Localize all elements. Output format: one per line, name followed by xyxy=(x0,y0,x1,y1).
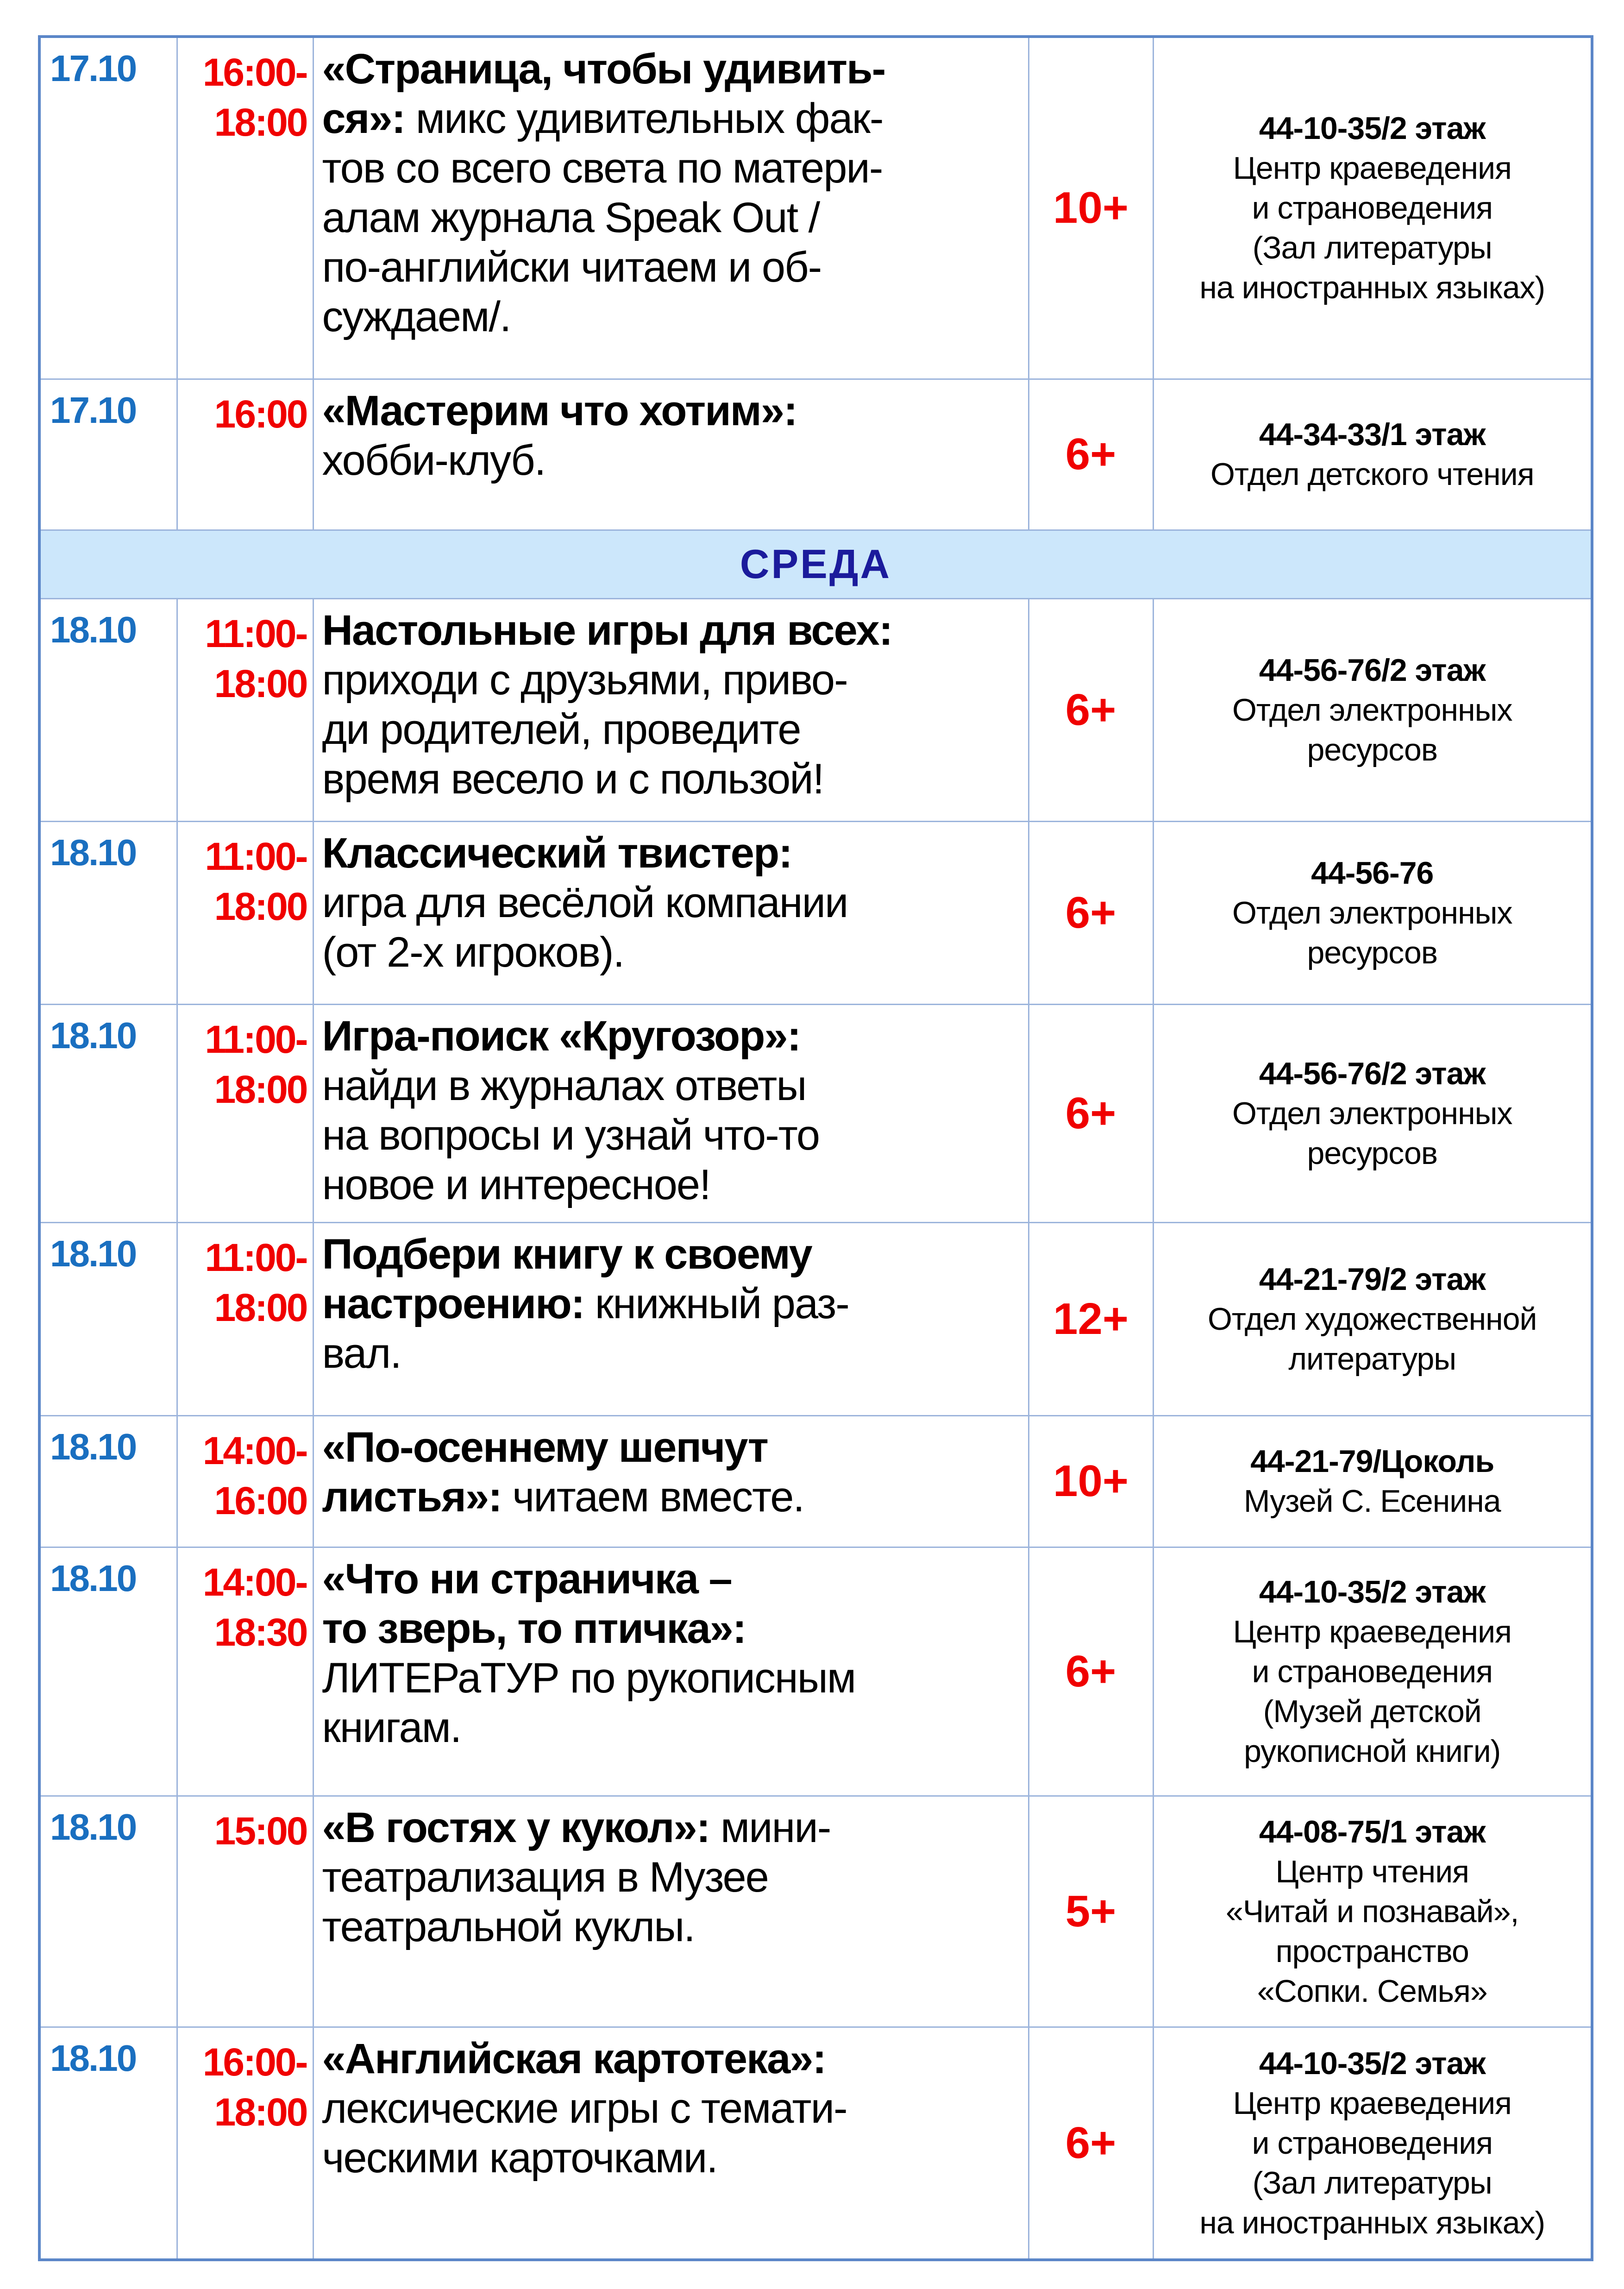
event-date: 18.10 xyxy=(39,1547,177,1796)
event-row xyxy=(39,1547,1592,1796)
event-date: 18.10 xyxy=(39,1796,177,2027)
age-rating: 6+ xyxy=(1028,1004,1153,1222)
event-text: найди в журналах ответы на вопросы и узнай что-то новое и интересное! xyxy=(322,1062,820,1208)
location-name: Отдел электронных ресурсов xyxy=(1232,692,1512,767)
event-title: Классический твистер: xyxy=(322,829,792,877)
event-text: мини- театрализация в Музее театральной куклы. xyxy=(322,1804,831,1950)
event-description xyxy=(313,2027,1028,2260)
event-row xyxy=(39,2027,1592,2260)
event-time: 16:00- 18:00 xyxy=(177,2027,313,2260)
event-row xyxy=(39,1415,1592,1547)
location-phone: 44-56-76/2 этаж xyxy=(1259,1056,1486,1091)
event-time: 15:00 xyxy=(177,1796,313,2027)
event-text: игра для весёлой компании (от 2-х игроков). xyxy=(322,879,848,976)
location-name: Музей С. Есенина xyxy=(1243,1484,1501,1519)
event-time: 16:00 xyxy=(177,379,313,530)
event-date: 17.10 xyxy=(39,379,177,530)
event-description xyxy=(313,821,1028,1004)
location-phone: 44-08-75/1 этаж xyxy=(1259,1814,1486,1849)
event-location xyxy=(1153,1415,1592,1547)
event-text: ЛИТЕРаТУР по рукописным книгам. xyxy=(322,1654,856,1751)
event-date: 18.10 xyxy=(39,1222,177,1415)
location-name: Центр краеведения и страноведения (Зал литературы на иностранных языках) xyxy=(1199,2085,1545,2240)
event-row xyxy=(39,1796,1592,2027)
event-location xyxy=(1153,1222,1592,1415)
event-time: 11:00- 18:00 xyxy=(177,1004,313,1222)
event-description xyxy=(313,1222,1028,1415)
event-time: 16:00- 18:00 xyxy=(177,37,313,379)
location-phone: 44-10-35/2 этаж xyxy=(1259,111,1486,146)
event-text: лексические игры с темати- ческими карточками. xyxy=(322,2084,847,2182)
location-phone: 44-34-33/1 этаж xyxy=(1259,417,1486,452)
event-time: 11:00- 18:00 xyxy=(177,598,313,821)
event-location xyxy=(1153,1547,1592,1796)
event-text: книжный раз- вал. xyxy=(322,1280,849,1377)
event-title: «В гостях у кукол»: xyxy=(322,1804,710,1851)
event-title: «Страница, чтобы удивить- ся»: xyxy=(322,45,885,142)
location-name: Центр краеведения и страноведения (Музей детской рукописной книги) xyxy=(1233,1614,1511,1769)
event-title: Настольные игры для всех: xyxy=(322,606,892,654)
location-phone: 44-56-76 xyxy=(1311,855,1434,891)
location-phone: 44-10-35/2 этаж xyxy=(1259,2045,1486,2081)
location-name: Отдел электронных ресурсов xyxy=(1232,1095,1512,1171)
age-rating: 6+ xyxy=(1028,821,1153,1004)
event-description xyxy=(313,1796,1028,2027)
event-time: 11:00- 18:00 xyxy=(177,821,313,1004)
age-rating: 6+ xyxy=(1028,1547,1153,1796)
event-row xyxy=(39,1222,1592,1415)
location-name: Отдел электронных ресурсов xyxy=(1232,895,1512,970)
event-time: 11:00- 18:00 xyxy=(177,1222,313,1415)
location-name: Отдел детского чтения xyxy=(1210,457,1534,492)
event-title: «Английская картотека»: xyxy=(322,2035,826,2082)
age-rating: 6+ xyxy=(1028,379,1153,530)
event-date: 18.10 xyxy=(39,2027,177,2260)
event-text: приходи с друзьями, приво- ди родителей, проведите время весело и с пользой! xyxy=(322,656,847,803)
event-description xyxy=(313,1415,1028,1547)
age-rating: 10+ xyxy=(1028,1415,1153,1547)
location-phone: 44-10-35/2 этаж xyxy=(1259,1574,1486,1610)
event-row xyxy=(39,821,1592,1004)
event-title: Подбери книгу к своему настроению: xyxy=(322,1230,812,1327)
event-time: 14:00- 18:30 xyxy=(177,1547,313,1796)
event-location xyxy=(1153,2027,1592,2260)
event-location xyxy=(1153,598,1592,821)
event-title: «Что ни страничка – то зверь, то птичка»: xyxy=(322,1555,746,1652)
location-phone: 44-21-79/Цоколь xyxy=(1250,1444,1494,1479)
event-time: 14:00- 16:00 xyxy=(177,1415,313,1547)
event-description xyxy=(313,598,1028,821)
age-rating: 10+ xyxy=(1028,37,1153,379)
events-schedule-table xyxy=(38,35,1593,2261)
location-name: Центр краеведения и страноведения (Зал литературы на иностранных языках) xyxy=(1199,151,1545,306)
event-date: 18.10 xyxy=(39,1004,177,1222)
event-date: 18.10 xyxy=(39,1415,177,1547)
event-row xyxy=(39,1004,1592,1222)
event-row xyxy=(39,379,1592,530)
event-text: хобби-клуб. xyxy=(322,436,546,484)
event-location xyxy=(1153,379,1592,530)
event-description xyxy=(313,1004,1028,1222)
event-title: «По-осеннему шепчут листья»: xyxy=(322,1423,768,1521)
age-rating: 6+ xyxy=(1028,598,1153,821)
event-description xyxy=(313,379,1028,530)
event-date: 18.10 xyxy=(39,821,177,1004)
event-title: «Мастерим что хотим»: xyxy=(322,387,797,434)
location-phone: 44-56-76/2 этаж xyxy=(1259,652,1486,688)
event-date: 18.10 xyxy=(39,598,177,821)
event-description xyxy=(313,1547,1028,1796)
day-header-row xyxy=(39,530,1592,598)
event-location xyxy=(1153,1796,1592,2027)
age-rating: 5+ xyxy=(1028,1796,1153,2027)
event-row xyxy=(39,37,1592,379)
event-row xyxy=(39,598,1592,821)
event-location xyxy=(1153,1004,1592,1222)
location-name: Центр чтения «Читай и познавай», пространство «Сопки. Семья» xyxy=(1226,1854,1519,2009)
event-text: микс удивительных фак- тов со всего света по матери- алам журнала Speak Out / по-английски читаем и об- суждаем/. xyxy=(322,95,883,340)
location-phone: 44-21-79/2 этаж xyxy=(1259,1261,1486,1297)
event-location xyxy=(1153,37,1592,379)
event-location xyxy=(1153,821,1592,1004)
age-rating: 12+ xyxy=(1028,1222,1153,1415)
event-description xyxy=(313,37,1028,379)
day-header: СРЕДА xyxy=(39,530,1592,598)
location-name: Отдел художественной литературы xyxy=(1207,1301,1537,1377)
event-date: 17.10 xyxy=(39,37,177,379)
age-rating: 6+ xyxy=(1028,2027,1153,2260)
event-title: Игра-поиск «Кругозор»: xyxy=(322,1012,801,1060)
event-text: читаем вместе. xyxy=(501,1473,804,1521)
